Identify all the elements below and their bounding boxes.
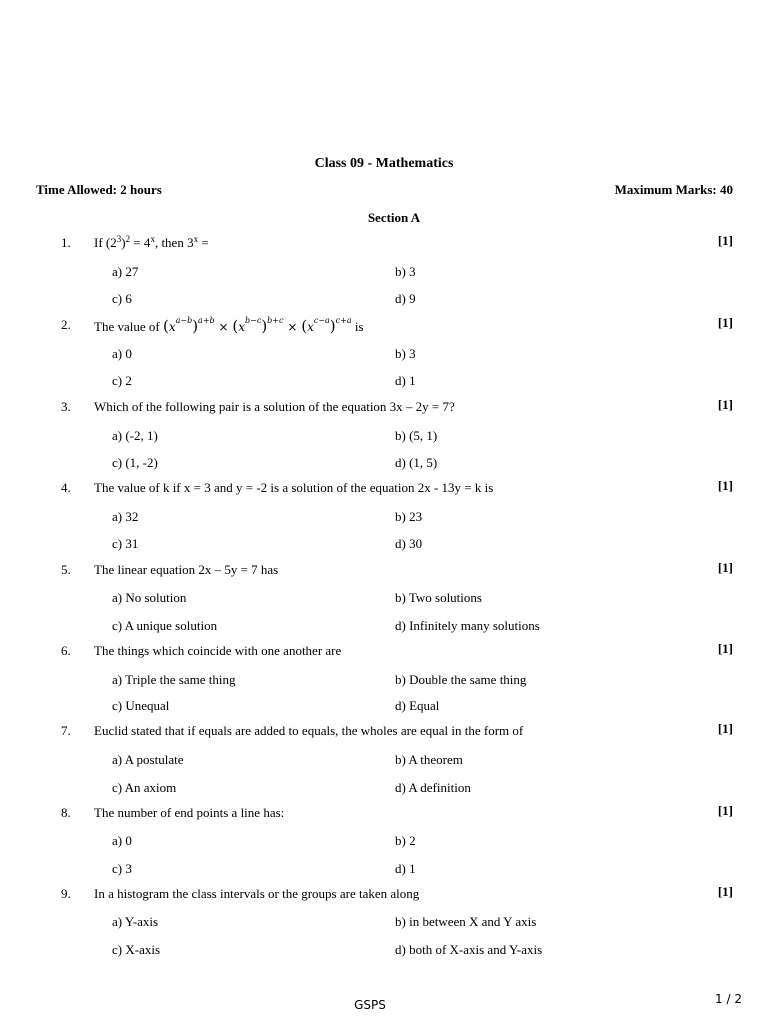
option-b[interactable]: b) 3 — [395, 264, 416, 279]
option-b[interactable]: b) (5, 1) — [395, 428, 438, 443]
footer-page-number: 1 / 2 — [715, 992, 742, 1006]
question-5 — [0, 562, 768, 642]
option-a[interactable]: a) A postulate — [112, 752, 184, 767]
question-marks: [1] — [717, 803, 733, 818]
question-number: 1. — [61, 235, 71, 250]
question-text: The number of end points a line has: — [94, 805, 285, 820]
question-number: 7. — [61, 723, 71, 738]
time-allowed: Time Allowed: 2 hours — [36, 182, 162, 197]
option-d[interactable]: d) Equal — [395, 698, 440, 713]
question-marks: [1] — [717, 884, 733, 899]
question-text: The things which coincide with one another are — [94, 643, 342, 658]
question-marks: [1] — [717, 233, 733, 248]
footer-school: GSPS — [354, 998, 386, 1012]
question-marks: [1] — [717, 397, 733, 412]
question-marks: [1] — [717, 641, 733, 656]
option-b[interactable]: b) in between X and Y axis — [395, 914, 537, 929]
option-c[interactable]: c) 3 — [112, 861, 132, 876]
option-d[interactable]: d) 1 — [395, 373, 416, 388]
question-1 — [0, 235, 768, 315]
option-a[interactable]: a) 32 — [112, 509, 139, 524]
option-a[interactable]: a) Triple the same thing — [112, 672, 236, 687]
option-c[interactable]: c) Unequal — [112, 698, 170, 713]
option-d[interactable]: d) both of X-axis and Y-axis — [395, 942, 543, 957]
question-3 — [0, 399, 768, 479]
question-4 — [0, 480, 768, 560]
option-b[interactable]: b) 3 — [395, 346, 416, 361]
option-c[interactable]: c) 6 — [112, 291, 132, 306]
question-text: The linear equation 2x – 5y = 7 has — [94, 562, 279, 577]
option-d[interactable]: d) (1, 5) — [395, 455, 438, 470]
section-title: Section A — [367, 210, 421, 225]
maximum-marks: Maximum Marks: 40 — [614, 182, 733, 197]
option-b[interactable]: b) 23 — [395, 509, 423, 524]
question-marks: [1] — [717, 478, 733, 493]
question-text: In a histogram the class intervals or the groups are taken along — [94, 886, 420, 901]
option-c[interactable]: c) (1, -2) — [112, 455, 158, 470]
option-b[interactable]: b) 2 — [395, 833, 416, 848]
option-a[interactable]: a) 0 — [112, 346, 132, 361]
option-a[interactable]: a) No solution — [112, 590, 187, 605]
question-number: 6. — [61, 643, 71, 658]
question-2 — [0, 317, 768, 397]
question-number: 2. — [61, 317, 71, 332]
option-c[interactable]: c) X-axis — [112, 942, 161, 957]
question-text: If $(2^3)^2 = 4^x$, then $3^x$ = — [94, 234, 209, 250]
option-c[interactable]: c) 2 — [112, 373, 132, 388]
option-b[interactable]: b) A theorem — [395, 752, 463, 767]
question-7 — [0, 723, 768, 803]
question-9 — [0, 886, 768, 966]
option-c[interactable]: c) 31 — [112, 536, 139, 551]
option-a[interactable]: a) (-2, 1) — [112, 428, 158, 443]
question-marks: [1] — [717, 315, 733, 330]
option-d[interactable]: d) A definition — [395, 780, 471, 795]
option-b[interactable]: b) Two solutions — [395, 590, 482, 605]
option-a[interactable]: a) 27 — [112, 264, 139, 279]
page-title: Class 09 - Mathematics — [314, 156, 454, 171]
option-c[interactable]: c) A unique solution — [112, 618, 218, 633]
question-marks: [1] — [717, 721, 733, 736]
question-number: 8. — [61, 805, 71, 820]
option-d[interactable]: d) 9 — [395, 291, 416, 306]
option-c[interactable]: c) An axiom — [112, 780, 177, 795]
option-d[interactable]: d) 30 — [395, 536, 423, 551]
option-a[interactable]: a) Y-axis — [112, 914, 159, 929]
question-number: 4. — [61, 480, 71, 495]
question-marks: [1] — [717, 560, 733, 575]
question-text: The value of $(x^{a-b})^{a+b} \times (x^{b-c})^{b+c} \times (x^{c-a})^{c+a}$ is — [94, 316, 364, 335]
option-b[interactable]: b) Double the same thing — [395, 672, 527, 687]
question-number: 9. — [61, 886, 71, 901]
question-8 — [0, 805, 768, 885]
option-a[interactable]: a) 0 — [112, 833, 132, 848]
question-text: Euclid stated that if equals are added to equals, the wholes are equal in the form of — [94, 723, 524, 738]
question-text: Which of the following pair is a solution of the equation 3x – 2y = 7? — [94, 399, 455, 414]
option-d[interactable]: d) 1 — [395, 861, 416, 876]
question-number: 3. — [61, 399, 71, 414]
option-d[interactable]: d) Infinitely many solutions — [395, 618, 540, 633]
question-number: 5. — [61, 562, 71, 577]
question-text: The value of k if x = 3 and y = -2 is a solution of the equation 2x - 13y = k is — [94, 480, 494, 495]
question-6 — [0, 643, 768, 723]
math-expression: $(x^{a-b})^{a+b} \times (x^{b-c})^{b+c} \times (x^{c-a})^{c+a}$ — [162, 316, 352, 335]
